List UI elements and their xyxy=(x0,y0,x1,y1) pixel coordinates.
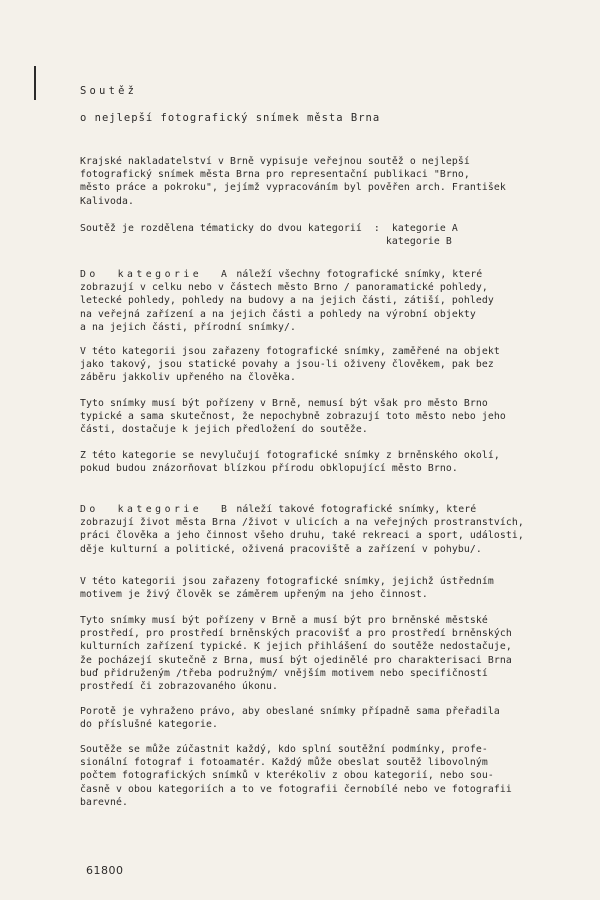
category-a-label: Do kategorie A xyxy=(80,269,231,280)
document-subtitle: o nejlepší fotografický snímek města Brna xyxy=(80,112,381,124)
category-a-text: náleží všechny fotografické snímky, které zobrazují v celku nebo v částech město Brno / panoramatické pohledy, letecké pohledy, pohledy na budovy a na jejich části, zátiší, pohledy na veřejná zařízení a na jejich části a pohledy na výrobní objekty a na jejich části, přírodní snímky/. xyxy=(80,269,494,333)
category-b-paragraph-2: V této kategorii jsou zařazeny fotografické snímky, jejichž ústředním motivem je živý člověk se záměrem upřeným na jeho činnost. xyxy=(80,576,494,601)
document-title: Soutěž xyxy=(80,85,138,97)
category-a-paragraph xyxy=(80,268,580,334)
category-b-label: Do kategorie B xyxy=(80,504,231,515)
category-a-paragraph-3: Tyto snímky musí být pořízeny v Brně, nemusí být však pro město Brno typické a sama skutečnost, že nepochybně zobrazují toto město nebo jeho části, dostačuje k jejich předložení do soutěže. xyxy=(80,398,506,436)
category-a-paragraph-4: Z této kategorie se nevylučují fotografické snímky z brněnského okolí, pokud budou znázorňovat blízkou přírodu obklopující město Brno. xyxy=(80,450,500,475)
category-b-paragraph-3: Tyto snímky musí být pořízeny v Brně a musí být pro brněnské městské prostředí, pro prostředí brněnských pracovišť a pro prostředí brněnských kulturních zařízení typické. K jejich přihlášení do soutěže nedostačuje, že pocházejí skutečně z Brna, musí být ojedinělé pro charakterisaci Brna buď přidruženým /třeba podružným/ vnějším motivem nebo specifičností prostředí či zobrazovaného úkonu. xyxy=(80,615,512,693)
categories-intro: Soutěž je rozdělena tématicky do dvou kategorií : kategorie A kategorie B xyxy=(80,223,458,248)
category-a-paragraph-2: V této kategorii jsou zařazeny fotografické snímky, zaměřené na objekt jako takový, jsou statické povahy a jsou-li oživeny člověkem, pak bez záběru jakkoliv upřeného na člověka. xyxy=(80,346,500,384)
participation-paragraph: Soutěže se může zúčastnit každý, kdo splní soutěžní podmínky, profe- sionální fotograf i fotoamatér. Každý může obeslat soutěž libovolným počtem fotografických snímků v kterékoliv z obou kategorií, nebo sou- časně v obou kategoriích a to ve fotografii černobílé nebo ve fotografii barevné. xyxy=(80,744,512,808)
category-b-paragraph xyxy=(80,503,580,556)
margin-mark xyxy=(34,66,36,100)
category-b-text: náleží takové fotografické snímky, které zobrazují život města Brna /život v ulicích a na veřejných prostranstvích, práci člověka a jeho činnost všeho druhu, také rekreaci a sport, události, děje kulturní a politické, oživená pracoviště a zařízení v pohybu/. xyxy=(80,504,524,555)
intro-paragraph: Krajské nakladatelství v Brně vypisuje veřejnou soutěž o nejlepší fotografický snímek města Brna pro representační publikaci "Brno, město práce a pokroku", jejímž vypracováním byl pověřen arch. František Kalivoda. xyxy=(80,156,506,207)
jury-note: Porotě je vyhraženo právo, aby obeslané snímky případně sama přeřadila do příslušné kategorie. xyxy=(80,706,500,731)
document-code: 61800 xyxy=(86,864,124,877)
